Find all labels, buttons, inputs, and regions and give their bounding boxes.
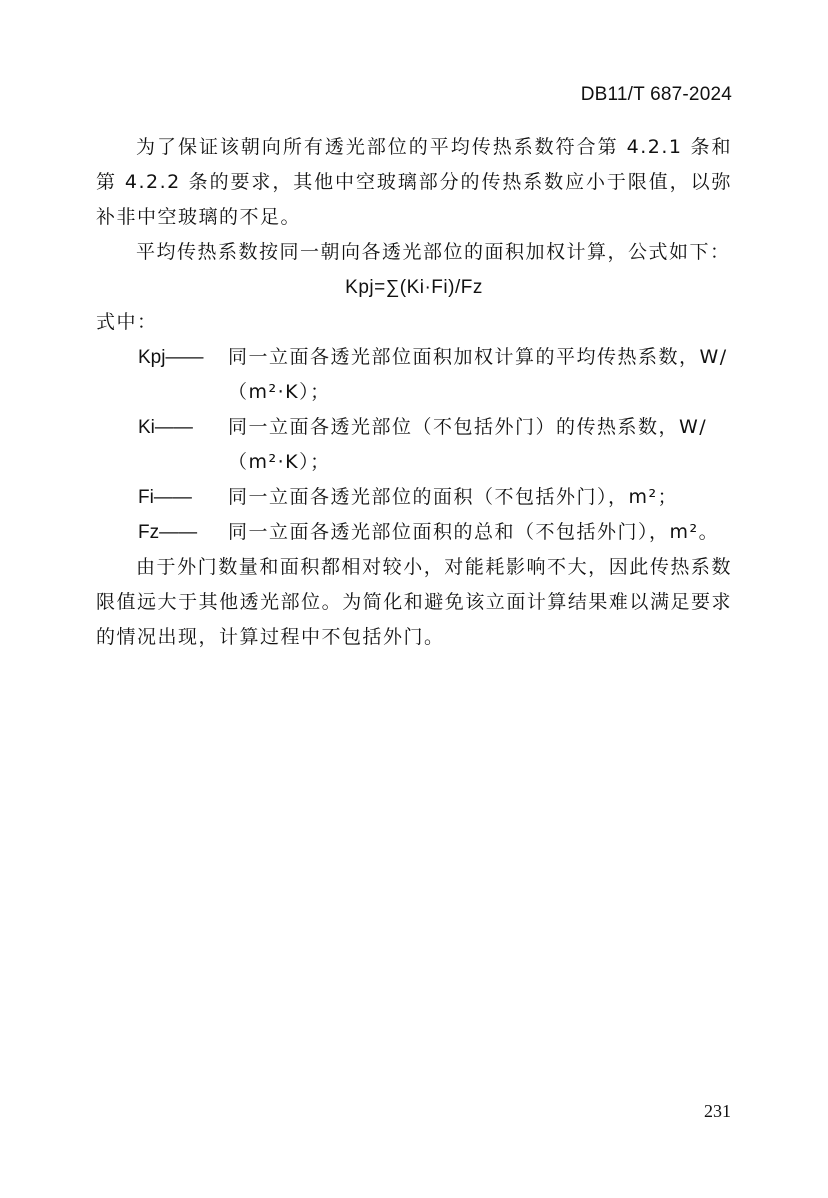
where-label: 式中： [96, 311, 158, 333]
paragraph-3: 由于外门数量和面积都相对较小，对能耗影响不大，因此传热系数限值远大于其他透光部位。为简化和避免该立面计算结果难以满足要求的情况出现，计算过程中不包括外门。 [96, 556, 732, 648]
paragraph-1: 为了保证该朝向所有透光部位的平均传热系数符合第 4.2.1 条和第 4.2.2 条的要求，其他中空玻璃部分的传热系数应小于限值，以弥补非中空玻璃的不足。 [96, 136, 732, 228]
document-body [96, 130, 732, 655]
definition-term: Ki—— [138, 417, 193, 438]
definition-fz [138, 515, 732, 550]
definition-text: 同一立面各透光部位的面积（不包括外门），m²； [228, 486, 679, 508]
paragraph-2: 平均传热系数按同一朝向各透光部位的面积加权计算，公式如下： [136, 241, 731, 263]
standard-code: DB11/T 687-2024 [580, 84, 732, 105]
definition-ki [138, 410, 732, 480]
formula: Kpj=∑(Ki·Fi)/Fz [345, 277, 483, 298]
definition-term: Fz—— [138, 522, 198, 543]
definition-term: Fi—— [138, 487, 192, 508]
definition-kpj [138, 340, 732, 410]
definition-text: 同一立面各透光部位面积加权计算的平均传热系数，W/（m²·K）； [228, 346, 728, 403]
definition-term: Kpj—— [138, 347, 204, 368]
page-number: 231 [704, 1101, 731, 1121]
definition-text: 同一立面各透光部位（不包括外门）的传热系数，W/（m²·K）； [228, 416, 708, 473]
definition-text: 同一立面各透光部位面积的总和（不包括外门），m²。 [228, 521, 720, 543]
definition-fi [138, 480, 732, 515]
